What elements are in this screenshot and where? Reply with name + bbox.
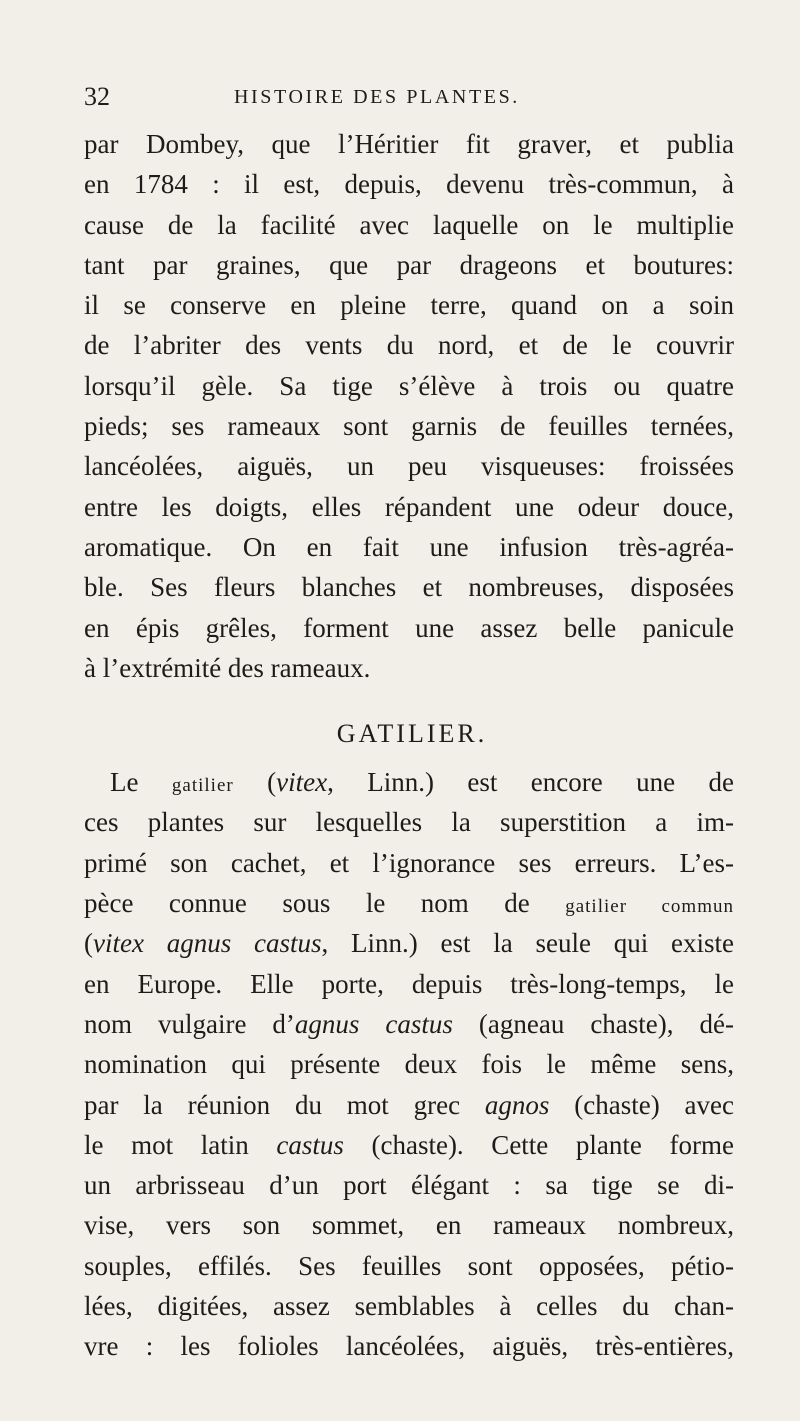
text-line — [84, 1125, 734, 1165]
text-line: ble. Ses fleurs blanches et nombreuses, disposées — [84, 572, 734, 603]
text-line — [84, 762, 734, 802]
text-line: vise, vers son sommet, en rameaux nombreux, — [84, 1210, 734, 1241]
small-caps-term: gatilier — [171, 775, 234, 797]
italic-term: vitex agnus castus — [93, 928, 322, 959]
text-line: en Europe. Elle porte, depuis très-long-temps, le — [84, 968, 734, 999]
text-run: nom vulgaire d’ — [84, 1008, 295, 1039]
text-run: Le — [110, 767, 172, 798]
text-line: lées, digitées, assez semblables à celles du chan- — [84, 1291, 734, 1322]
text-line: un arbrisseau d’un port élégant : sa tige se di- — [84, 1170, 734, 1201]
text-line: ces plantes sur lesquelles la superstition a im- — [84, 807, 734, 838]
text-run: (chaste). Cette plante forme — [343, 1129, 734, 1160]
text-run: le mot latin — [84, 1129, 277, 1160]
text-line: il se conserve en pleine terre, quand on a soin — [84, 290, 734, 321]
text-line: de l’abriter des vents du nord, et de le couvrir — [84, 330, 734, 361]
text-line — [84, 923, 734, 963]
page-number: 32 — [84, 82, 110, 111]
running-head: HISTOIRE DES PLANTES. — [234, 86, 520, 108]
text-line: lancéolées, aiguës, un peu visqueuses: froissées — [84, 451, 734, 482]
text-line: cause de la facilité avec laquelle on le multiplie — [84, 209, 734, 240]
text-line — [84, 1004, 734, 1044]
paragraph-gatilier — [84, 762, 734, 1366]
paragraph-plant-description — [84, 124, 734, 688]
text-line: aromatique. On en fait une infusion très-agréa- — [84, 531, 734, 562]
text-run: (chaste) avec — [549, 1089, 734, 1120]
text-run: par la réunion du mot grec — [84, 1089, 485, 1120]
italic-term: agnos — [484, 1089, 550, 1120]
italic-term: vitex — [276, 767, 328, 798]
text-line: pieds; ses rameaux sont garnis de feuilles ternées, — [84, 411, 734, 442]
text-run: , Linn.) est la seule qui existe — [321, 928, 735, 959]
text-line: vre : les folioles lancéolées, aiguës, très-entières, — [84, 1331, 734, 1362]
text-line: nomination qui présente deux fois le même sens, — [84, 1049, 734, 1080]
text-line: souples, effilés. Ses feuilles sont opposées, pétio- — [84, 1250, 734, 1281]
text-run: , Linn.) est encore une de — [327, 767, 734, 798]
text-line: en 1784 : il est, depuis, devenu très-commun, à — [84, 169, 734, 200]
body-text — [84, 124, 734, 1367]
text-line: à l’extrémité des rameaux. — [84, 652, 371, 683]
text-line — [84, 1085, 734, 1125]
text-line — [84, 883, 734, 923]
text-line: en épis grêles, forment une assez belle panicule — [84, 612, 734, 643]
section-title: GATILIER. — [336, 719, 488, 749]
text-line: lorsqu’il gèle. Sa tige s’élève à trois ou quatre — [84, 370, 734, 401]
small-caps-term: gatilier commun — [565, 896, 734, 918]
text-run: ( — [84, 928, 93, 959]
text-run: (agneau chaste), dé- — [452, 1008, 734, 1039]
text-run: pèce connue sous le nom de — [84, 888, 566, 919]
italic-term: agnus castus — [294, 1008, 453, 1039]
text-line: tant par graines, que par drageons et boutures: — [84, 249, 734, 280]
text-run: ( — [233, 767, 277, 798]
text-line: entre les doigts, elles répandent une odeur douce, — [84, 491, 734, 522]
italic-term: castus — [276, 1129, 344, 1160]
text-line: primé son cachet, et l’ignorance ses erreurs. L’es- — [84, 847, 734, 878]
text-line: par Dombey, que l’Héritier fit graver, et publia — [84, 129, 734, 159]
page-header — [84, 82, 732, 116]
